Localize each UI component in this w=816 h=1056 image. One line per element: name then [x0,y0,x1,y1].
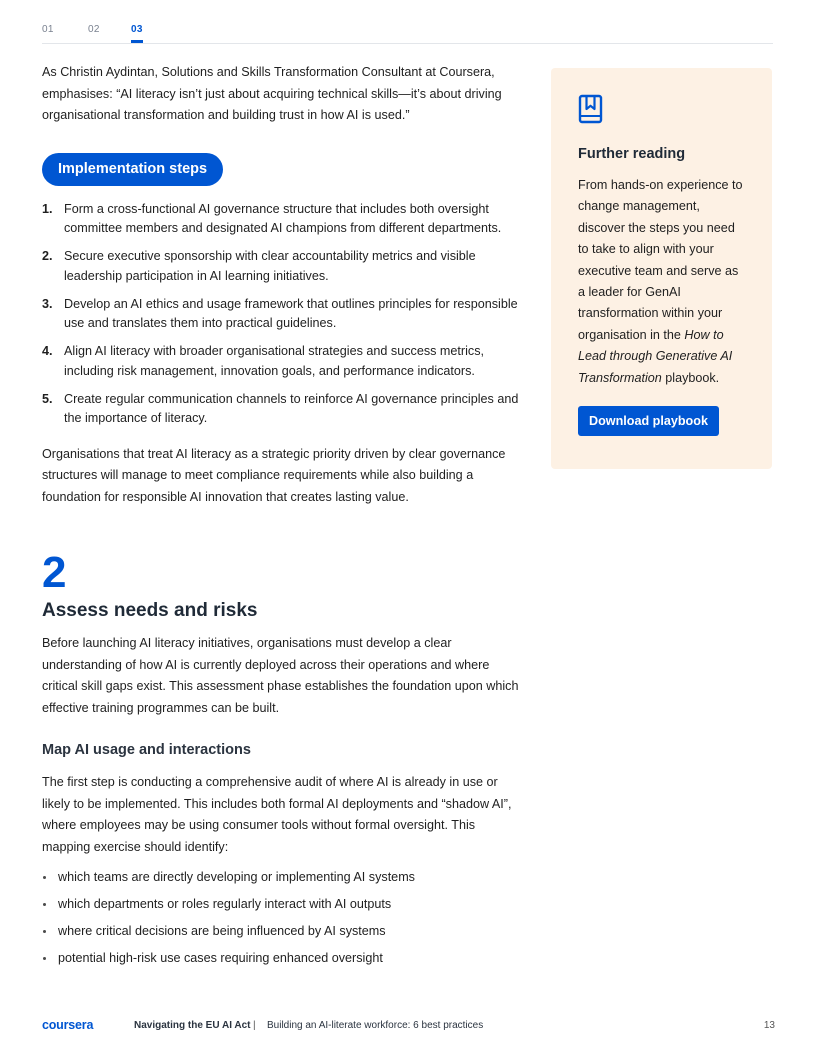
step-text: Form a cross-functional AI governance structure that includes both oversight committee members and designated AI champions from different departments. [64,201,502,235]
playbook-title: How to Lead through Generative AI Transformation [578,327,733,385]
tab-01[interactable]: 01 [42,24,54,35]
step-number: 4. [42,344,53,358]
step-text: Secure executive sponsorship with clear accountability metrics and visible leadership participation in AI learning initiatives. [64,249,476,283]
step-number: 3. [42,296,53,311]
quote-paragraph: As Christin Aydintan, Solutions and Skills Transformation Consultant at Coursera, emphasises: “AI literacy isn’t just about acquiring technical skills—it’s about driving organisational transformation and building trust in how AI is used.” [42,65,502,122]
footer-document-title: Navigating the EU AI Act [134,1020,251,1031]
list-item: which teams are directly developing or implementing AI systems [42,867,522,887]
page-footer [42,1018,775,1036]
subheading: Map AI usage and interactions [42,742,251,758]
implementation-steps-list [42,200,522,429]
book-bookmark-icon [578,94,604,126]
sidebar-text-end: playbook. [661,370,720,385]
page-number: 13 [763,1020,775,1031]
list-item [42,342,522,381]
sidebar-heading: Further reading [578,146,686,162]
list-item: which departments or roles regularly interact with AI outputs [42,894,522,914]
bullet-list [42,867,522,968]
implementation-steps-pill: Implementation steps [42,153,223,186]
section-number: 2 [42,548,67,597]
footer-chapter-title: Building an AI-literate workforce: 6 best practices [267,1020,484,1031]
section-title: Assess needs and risks [42,600,258,621]
download-playbook-button[interactable]: Download playbook [578,406,719,436]
sidebar-text-start: From hands-on experience to change management, discover the steps you need to take to align with your executive team and serve as a leader for GenAI transformation within your organisation in the [578,178,743,342]
section-intro: Before launching AI literacy initiatives, organisations must develop a clear understanding of how AI is currently deployed across their operations and where critical skill gaps exist. This assessment phase establishes the foundation upon which effective training programmes can be built. [42,636,519,715]
step-number: 2. [42,249,53,263]
section-tabs [42,22,773,44]
step-text: Align AI literacy with broader organisational strategies and success metrics, including risk management, innovation goals, and performance indicators. [64,344,484,378]
list-item [42,295,522,334]
list-item: where critical decisions are being influenced by AI systems [42,921,522,941]
footer-separator: | [253,1020,256,1031]
step-number: 1. [42,201,53,216]
further-reading-panel [551,68,772,469]
tab-02[interactable]: 02 [88,24,100,35]
sidebar-text [578,175,746,389]
list-item [42,200,522,239]
main-column [42,62,522,975]
list-item: potential high-risk use cases requiring enhanced oversight [42,948,522,968]
coursera-logo[interactable]: coursera [42,1018,94,1032]
audit-paragraph: The first step is conducting a comprehensive audit of where AI is already in use or likely to be implemented. This includes both formal AI deployments and “shadow AI”, where employees may be using consumer tools without formal oversight. This mapping exercise should identify: [42,775,512,854]
list-item [42,390,522,429]
step-text: Develop an AI ethics and usage framework that outlines principles for responsible use and translates them into practical guidelines. [64,296,518,330]
step-number: 5. [42,391,53,406]
step-text: Create regular communication channels to reinforce AI governance principles and the importance of literacy. [64,391,519,425]
list-item [42,247,522,286]
closing-paragraph: Organisations that treat AI literacy as a strategic priority driven by clear governance structures will manage to meet compliance requirements while also building a foundation for responsible AI innovation that creates lasting value. [42,446,506,504]
tab-03[interactable]: 03 [131,24,143,35]
